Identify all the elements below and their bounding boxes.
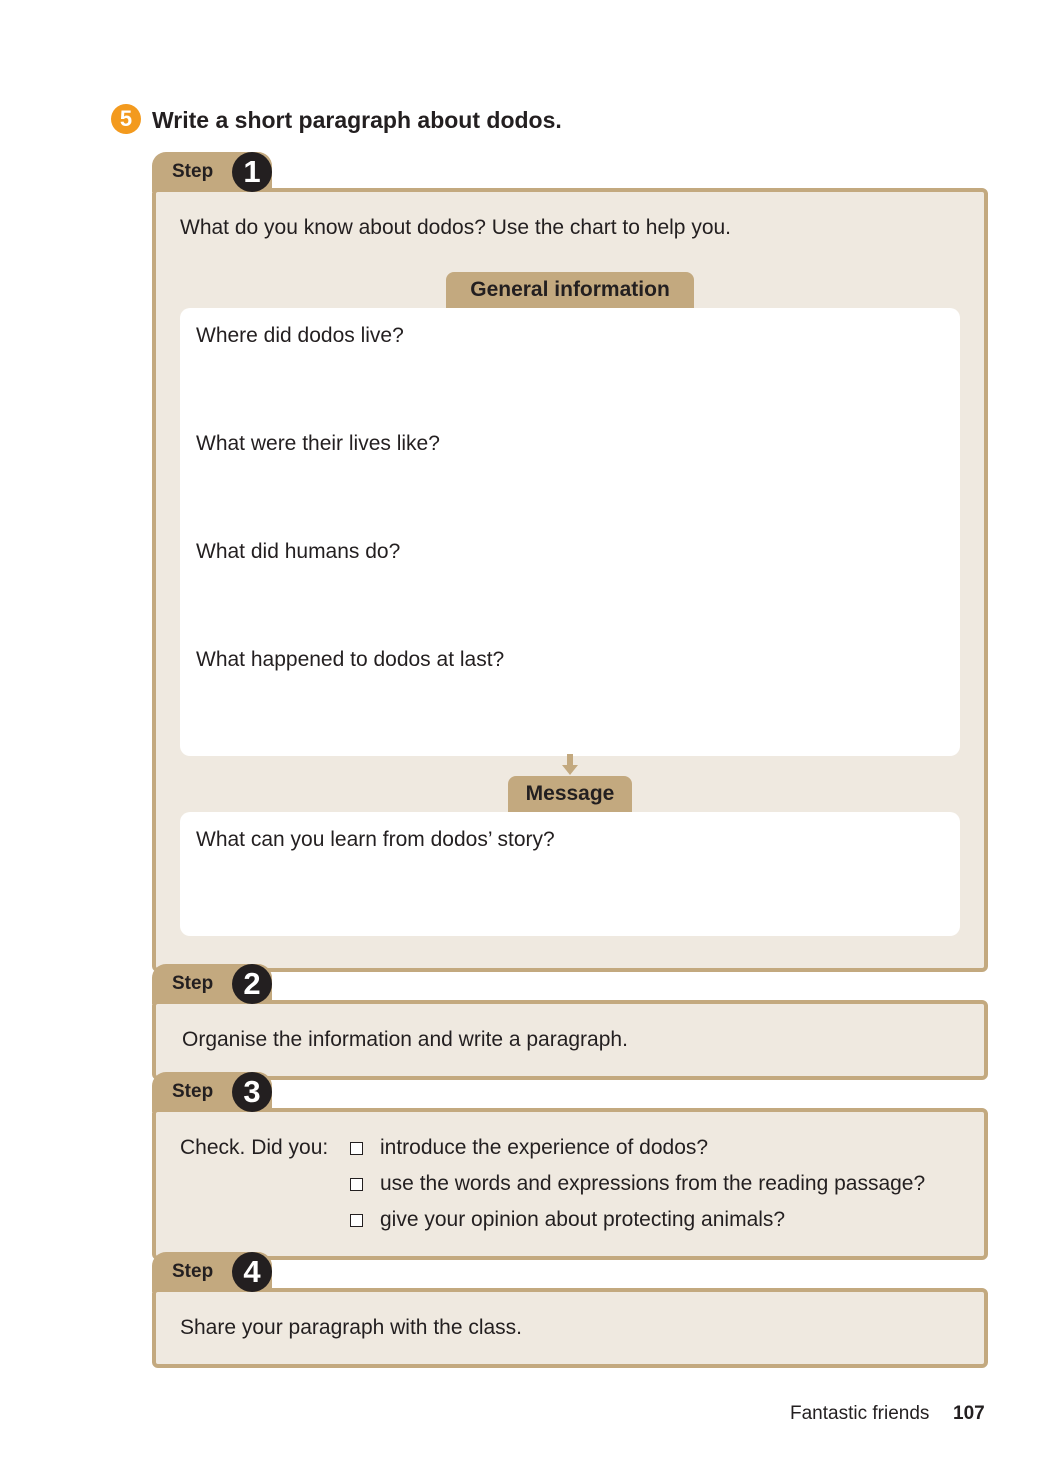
page-number: 107 [953,1403,985,1424]
message-label: Message [508,776,632,812]
question-where-live: Where did dodos live? [196,324,404,347]
task-title: Write a short paragraph about dodos. [152,107,562,133]
question-happened-last: What happened to dodos at last? [196,648,505,671]
step-3-instruction: Check. Did you: [180,1136,329,1159]
step-2-tab [152,964,272,1004]
check-1-text: introduce the experience of dodos? [380,1136,709,1159]
step-4-number: 4 [232,1252,272,1292]
footer-unit-title: Fantastic friends [790,1403,930,1424]
question-humans-do: What did humans do? [196,540,401,563]
step-3-label: Step [172,1081,214,1102]
down-arrow-icon [561,754,579,776]
step-2-number: 2 [232,964,272,1004]
general-information-label: General information [446,272,694,308]
check-2-checkbox[interactable] [350,1178,363,1191]
check-3-checkbox[interactable] [350,1214,363,1227]
check-3-text: give your opinion about protecting animals? [380,1208,786,1231]
check-2-text: use the words and expressions from the reading passage? [380,1172,926,1195]
question-lives-like: What were their lives like? [196,432,440,455]
step-2-label: Step [172,973,214,994]
message-question: What can you learn from dodos’ story? [196,828,555,851]
step-4-tab [152,1252,272,1292]
step-1-number: 1 [232,152,272,192]
step-1-label: Step [172,161,214,182]
step-4-instruction: Share your paragraph with the class. [180,1316,523,1339]
message-panel [180,812,960,936]
step-2-instruction: Organise the information and write a paragraph. [182,1028,628,1051]
general-information-panel [180,308,960,756]
step-3-tab [152,1072,272,1112]
step-1-tab [152,152,272,192]
step-3-number: 3 [232,1072,272,1112]
step-1-instruction: What do you know about dodos? Use the chart to help you. [180,216,732,239]
step-4-label: Step [172,1261,214,1282]
task-number-badge: 5 [111,104,141,134]
check-1-checkbox[interactable] [350,1142,363,1155]
